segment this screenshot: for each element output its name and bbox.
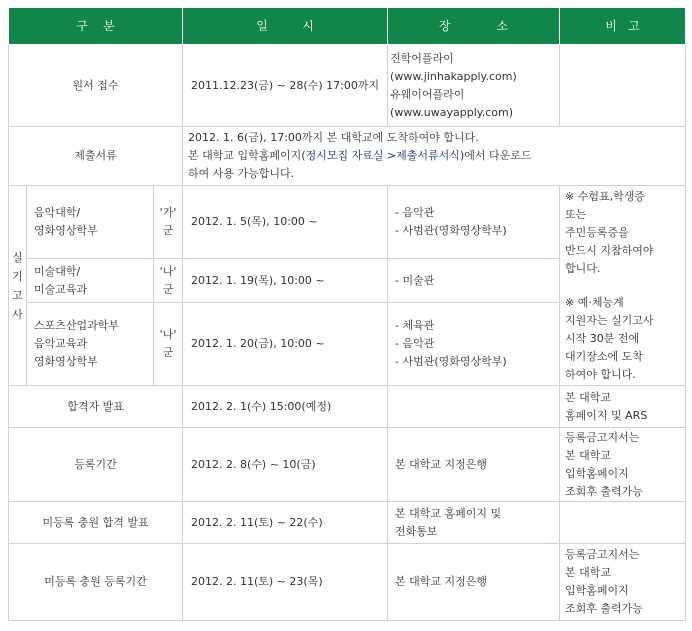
additional-announcement-datetime: 2012. 2. 11(토) ~ 22(수) (183, 502, 388, 544)
dept-line: 영화영상학부 (34, 355, 98, 368)
additional-registration-datetime: 2012. 2. 11(토) ~ 23(목) (183, 544, 388, 621)
place-line: 본 대학교 홈페이지 및 (395, 506, 502, 520)
note-line: 입학홈페이지 (565, 584, 629, 597)
place-line: - 음악관 (395, 337, 435, 350)
practical-gun (154, 186, 183, 259)
table-row (9, 544, 686, 621)
practical-dept (27, 303, 154, 386)
table-row (9, 186, 686, 259)
gun-line: '나' (159, 264, 177, 278)
practical-place (388, 186, 560, 259)
vertical-char: 실 (12, 250, 23, 264)
row-label-additional-announcement: 미등록 충원 합격 발표 (9, 502, 183, 544)
dept-line: 영화영상학부 (34, 224, 98, 237)
gun-line: 군 (162, 346, 174, 359)
documents-line (188, 147, 685, 165)
row-label-announcement: 합격자 발표 (9, 386, 183, 428)
note-line: ※ 수험표,학생증 (565, 189, 645, 203)
practical-gun (154, 259, 183, 303)
place-line: - 미술관 (395, 273, 435, 287)
place-line: 진학어플라이 (390, 51, 454, 65)
note-line: 하여야 합니다. (565, 367, 636, 381)
header-place: 장 소 (388, 8, 560, 45)
dept-line: 미술교육과 (34, 282, 88, 296)
additional-registration-place: 본 대학교 지정은행 (388, 544, 560, 621)
table-row (9, 428, 686, 502)
note-line: 주민등록증을 (565, 225, 629, 239)
practical-dept (27, 186, 154, 259)
place-line: - 체육관 (395, 319, 435, 332)
gun-line: '나' (159, 328, 177, 341)
vertical-char: 고 (12, 288, 23, 302)
header-datetime: 일 시 (183, 8, 388, 45)
gun-line: '가' (159, 206, 177, 219)
application-datetime: 2011.12.23(금) ~ 28(수) 17:00까지 (183, 45, 388, 127)
schedule-table (8, 7, 686, 621)
additional-announcement-note (560, 502, 686, 544)
row-label-documents: 제출서류 (9, 127, 183, 186)
table-row (9, 127, 686, 186)
header-note: 비 고 (560, 8, 686, 45)
place-line: 유웨이어플라이 (390, 87, 465, 101)
admission-schedule (8, 7, 686, 621)
forms-link[interactable]: 정시모집 자료실 >제출서류서식 (305, 149, 460, 162)
table-header-row (9, 8, 686, 45)
additional-registration-note (560, 544, 686, 621)
documents-text: 본 대학교 입학홈페이지( (188, 149, 306, 162)
dept-line: 스포츠산업과학부 (34, 319, 120, 332)
practical-datetime: 2012. 1. 5(목), 10:00 ~ (183, 186, 388, 259)
place-line: - 사범관(영화영상학부) (395, 355, 507, 368)
note-line: 반드시 지참하여야 (565, 243, 654, 257)
place-line: (www.uwayapply.com) (390, 105, 514, 119)
announcement-place (388, 386, 560, 428)
registration-place: 본 대학교 지정은행 (388, 428, 560, 502)
note-line: 시작 30분 전에 (565, 331, 640, 345)
vertical-char: 기 (12, 269, 23, 283)
place-line: (www.jinhakapply.com) (390, 69, 517, 83)
documents-line: 하여 사용 가능합니다. (188, 167, 295, 180)
practical-place (388, 303, 560, 386)
dept-line: 미술대학/ (34, 264, 81, 278)
note-line: 합니다. (565, 261, 601, 275)
note-line: 본 대학교 (565, 448, 612, 462)
dept-line: 음악교육과 (34, 337, 88, 350)
header-category: 구 분 (9, 8, 183, 45)
note-line: 또는 (565, 207, 587, 221)
row-label-registration: 등록기간 (9, 428, 183, 502)
note-line: 입학홈페이지 (565, 466, 629, 480)
documents-line: 2012. 1. 6(금), 17:00까지 본 대학교에 도착하여야 합니다. (188, 131, 479, 144)
note-line: 등록금고지서는 (565, 548, 640, 561)
application-place (388, 45, 560, 127)
application-note (560, 45, 686, 127)
table-row (9, 45, 686, 127)
practical-datetime: 2012. 1. 19(목), 10:00 ~ (183, 259, 388, 303)
note-line: 대기장소에 도착 (565, 349, 643, 363)
practical-note (560, 186, 686, 386)
practical-datetime: 2012. 1. 20(금), 10:00 ~ (183, 303, 388, 386)
practical-exam-label (9, 186, 27, 386)
note-line: 홈페이지 및 ARS (565, 408, 648, 422)
gun-line: 군 (162, 224, 174, 237)
announcement-note (560, 386, 686, 428)
additional-announcement-place (388, 502, 560, 544)
note-line: 본 대학교 (565, 390, 612, 404)
note-line: 지원자는 실기고사 (565, 313, 654, 327)
gun-line: 군 (162, 282, 174, 296)
registration-datetime: 2012. 2. 8(수) ~ 10(금) (183, 428, 388, 502)
practical-dept (27, 259, 154, 303)
row-label-application: 원서 접수 (9, 45, 183, 127)
note-line: 조회후 출력가능 (565, 484, 643, 498)
note-line: 본 대학교 (565, 566, 612, 579)
practical-place (388, 259, 560, 303)
note-line (565, 278, 685, 294)
documents-text: )에서 다운로드 (459, 149, 532, 162)
table-row (9, 386, 686, 428)
note-line: 조회후 출력가능 (565, 602, 643, 615)
place-line: - 음악관 (395, 206, 435, 219)
note-line: ※ 예·체능계 (565, 295, 624, 309)
place-line: - 사범관(영화영상학부) (395, 224, 507, 237)
registration-note (560, 428, 686, 502)
place-line: 전화통보 (395, 524, 438, 538)
documents-description (183, 127, 686, 186)
announcement-datetime: 2012. 2. 1(수) 15:00(예정) (183, 386, 388, 428)
row-label-additional-registration: 미등록 충원 등록기간 (9, 544, 183, 621)
vertical-char: 사 (12, 307, 23, 321)
note-line: 등록금고지서는 (565, 430, 640, 444)
table-row (9, 502, 686, 544)
dept-line: 음악대학/ (34, 206, 81, 219)
practical-gun (154, 303, 183, 386)
